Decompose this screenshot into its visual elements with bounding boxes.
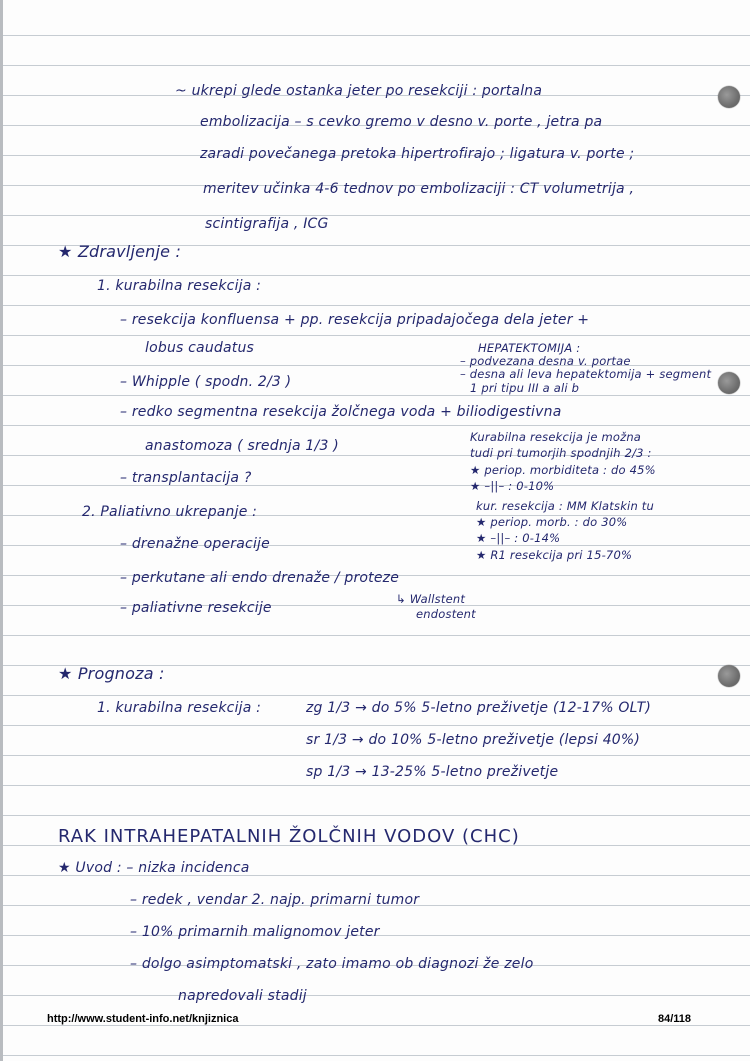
stent-note: ↳ Wallstent: [396, 592, 466, 606]
uvod-line: ★ Uvod : – nizka incidenca: [58, 860, 250, 876]
subsection-title: 1. kurabilna resekcija :: [97, 278, 262, 294]
side-note: HEPATEKTOMIJA :: [478, 341, 581, 355]
punch-hole-bottom: [718, 665, 740, 687]
note-line: scintigrafija , ICG: [205, 216, 329, 232]
list-item: – Whipple ( spodn. 2/3 ): [120, 374, 292, 390]
side-note: 1 pri tipu III a ali b: [470, 381, 580, 395]
list-item: napredovali stadij: [178, 988, 307, 1004]
punch-hole-middle: [718, 372, 740, 394]
list-item: – 10% primarnih malignomov jeter: [130, 924, 380, 940]
list-item: – resekcija konfluensa + pp. resekcija pripadajočega dela jeter +: [120, 312, 590, 328]
side-note: tudi pri tumorjih spodnjih 2/3 :: [470, 446, 652, 460]
note-line: meritev učinka 4-6 tednov po embolizaciji : CT volumetrija ,: [203, 181, 635, 197]
page-left-edge: [0, 0, 3, 1061]
side-note: ★ periop. morbiditeta : do 45%: [470, 463, 656, 477]
note-line: zaradi povečanega pretoka hipertrofirajo ; ligatura v. porte ;: [200, 146, 635, 162]
side-note: kur. resekcija : MM Klatskin tu: [476, 499, 654, 513]
list-item: – perkutane ali endo drenaže / proteze: [120, 570, 400, 586]
side-note: ★ periop. morb. : do 30%: [476, 515, 628, 529]
list-item: – redek , vendar 2. najp. primarni tumor: [130, 892, 420, 908]
prognosis-row: sp 1/3 → 13-25% 5-letno preživetje: [306, 764, 559, 780]
section-title-prognoza: ★ Prognoza :: [58, 664, 165, 683]
list-item: – transplantacija ?: [120, 470, 252, 486]
list-item: lobus caudatus: [145, 340, 255, 356]
note-line: ~ ukrepi glede ostanka jeter po resekciji : portalna: [175, 83, 543, 99]
page-number: 84/118: [658, 1013, 692, 1025]
side-note: ★ –||– : 0-10%: [470, 479, 555, 493]
side-note: ★ –||– : 0-14%: [476, 531, 561, 545]
list-item: – paliativne resekcije: [120, 600, 272, 616]
section-title-zdravljenje: ★ Zdravljenje :: [58, 242, 182, 261]
footer-url: http://www.student-info.net/knjiznica: [47, 1013, 239, 1025]
subsection-title: 1. kurabilna resekcija :: [97, 700, 262, 716]
subsection-title: 2. Paliativno ukrepanje :: [82, 504, 258, 520]
note-line: embolizacija – s cevko gremo v desno v. porte , jetra pa: [200, 114, 603, 130]
prognosis-row: zg 1/3 → do 5% 5-letno preživetje (12-17% OLT): [306, 700, 652, 716]
punch-hole-top: [718, 86, 740, 108]
chapter-heading: RAK INTRAHEPATALNIH ŽOLČNIH VODOV (CHC): [58, 826, 520, 847]
list-item: – dolgo asimptomatski , zato imamo ob diagnozi že zelo: [130, 956, 534, 972]
list-item: – drenažne operacije: [120, 536, 270, 552]
stent-note: endostent: [416, 607, 476, 621]
side-note: Kurabilna resekcija je možna: [470, 430, 642, 444]
side-note: – podvezana desna v. portae: [460, 354, 631, 368]
side-note: ★ R1 resekcija pri 15-70%: [476, 548, 633, 562]
side-note: – desna ali leva hepatektomija + segment: [460, 367, 712, 381]
list-item: – redko segmentna resekcija žolčnega voda + biliodigestivna: [120, 404, 562, 420]
list-item: anastomoza ( srednja 1/3 ): [145, 438, 339, 454]
prognosis-row: sr 1/3 → do 10% 5-letno preživetje (lepsi 40%): [306, 732, 641, 748]
